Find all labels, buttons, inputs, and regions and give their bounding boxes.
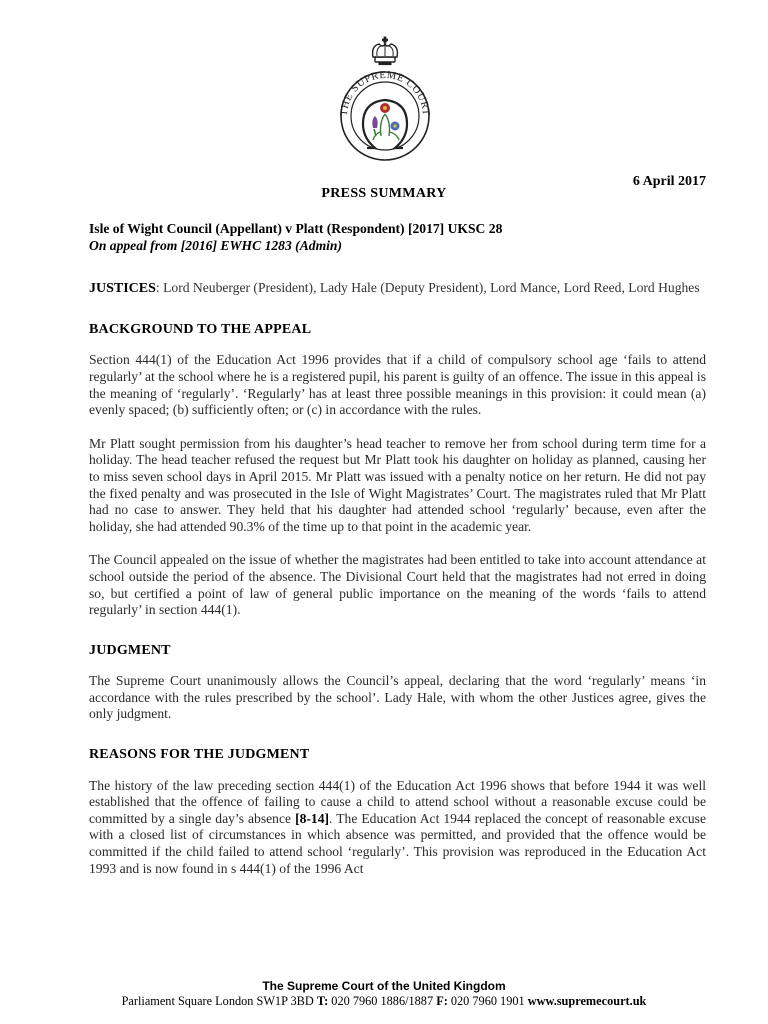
supreme-court-seal-logo [333, 36, 437, 168]
reasons-text-a: The history of the law preceding section 444(1) of the Education Act 1996 shows that before 1944 it was well established that the offence of failing to cause a child to attend school without a reasonable excuse could be committed by a single day’s absence [89, 777, 706, 826]
section-heading-background: BACKGROUND TO THE APPEAL [89, 321, 312, 337]
justices-line [89, 280, 706, 298]
section-heading-reasons: REASONS FOR THE JUDGMENT [89, 747, 310, 763]
footer-fax: 020 7960 1901 [447, 994, 528, 1008]
footer-address: Parliament Square London SW1P 3BD [121, 994, 317, 1008]
background-paragraph-1: Section 444(1) of the Education Act 1996 provides that if a child of compulsory school age ‘fails to attend regularly’ at the school where he is a registered pupil, his parent is guilty of an offence. The issue in this appeal is the meaning of ‘regularly’. ‘Regularly’ has at least three possible meanings in this provision: it could mean (a) evenly spaced; (b) sufficiently often; or (c) in accordance with the rules. [89, 352, 706, 418]
case-title: Isle of Wight Council (Appellant) v Platt (Respondent) [2017] UKSC 28 [89, 221, 503, 236]
justices-names: : Lord Neuberger (President), Lady Hale (Deputy President), Lord Mance, Lord Reed, Lord Hughes [155, 280, 700, 296]
press-date: 6 April 2017 [632, 174, 706, 189]
footer-tel: 020 7960 1886/1887 [328, 994, 437, 1008]
reasons-paragraph-1 [89, 778, 706, 878]
footer-contact [0, 994, 768, 1009]
svg-text:THE SUPREME COURT: THE SUPREME COURT [338, 69, 432, 117]
section-heading-judgment: JUDGMENT [89, 642, 171, 658]
reasons-text-b: . The Education Act 1944 replaced the concept of reasonable excuse with a closed list of circumstances in which absence was permitted, and provided that the offence would be committed if the child failed to attend school ‘regularly’. This provision was reproduced in the Education Act 1993 and is now found in s 444(1) of the 1996 Act [89, 810, 707, 876]
footer-website-link[interactable]: www.supremecourt.uk [527, 994, 647, 1008]
paragraph-reference: [8-14] [295, 810, 330, 826]
justices-label: JUSTICES [89, 281, 156, 297]
footer-tel-label: T: [316, 994, 329, 1008]
appeal-from: On appeal from [2016] EWHC 1283 (Admin) [89, 237, 343, 253]
document-body [89, 221, 706, 894]
document-heading: PRESS SUMMARY [321, 186, 447, 201]
background-paragraph-2: Mr Platt sought permission from his daughter’s head teacher to remove her from school during term time for a holiday. The head teacher refused the request but Mr Platt took his daughter on holiday as planned, causing her to miss seven school days in April 2015. Mr Platt was issued with a penalty notice on her return. He did not pay the fixed penalty and was prosecuted in the Isle of Wight Magistrates’ Court. The magistrates ruled that Mr Platt had no case to answer. They held that his daughter had attended school ‘regularly’ because, even after the holiday, she had attended 90.3% of the time up to that point in the academic year. [89, 435, 706, 534]
background-paragraph-3: The Council appealed on the issue of whether the magistrates had been entitled to take into account attendance at school outside the period of the absence. The Divisional Court held that the magistrates had not erred in doing so, but certified a point of law of general public importance on the meaning of the words ‘fails to attend regularly’ in section 444(1). [89, 552, 706, 618]
page-footer [0, 979, 768, 1009]
footer-organisation: The Supreme Court of the United Kingdom [262, 979, 506, 993]
footer-fax-label: F: [436, 994, 448, 1008]
judgment-paragraph-1: The Supreme Court unanimously allows the Council’s appeal, declaring that the word ‘regularly’ means ‘in accordance with the rules prescribed by the school’. Lady Hale, with whom the other Justices agree, gives the only judgment. [89, 673, 706, 722]
